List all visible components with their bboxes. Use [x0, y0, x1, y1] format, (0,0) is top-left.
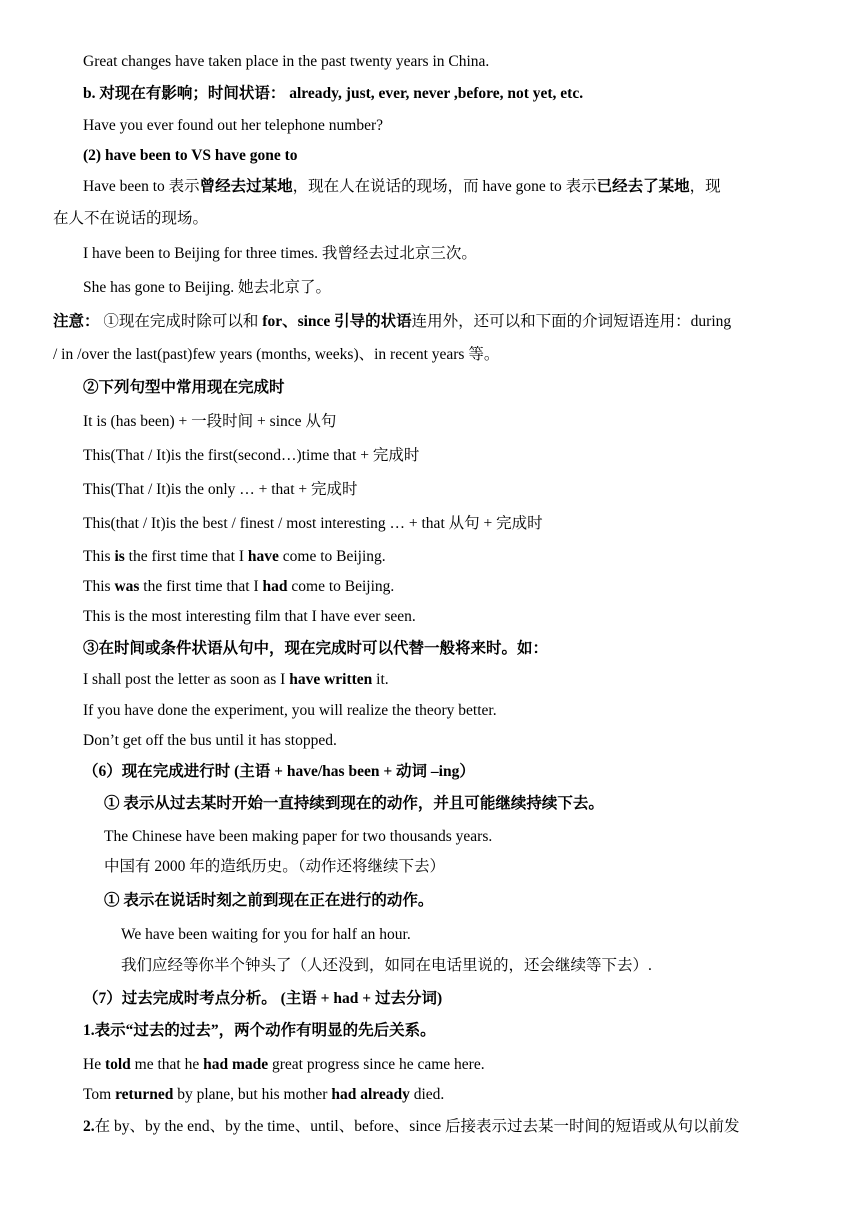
- bold-text-run: was: [114, 578, 140, 595]
- text-line: [104, 857, 445, 877]
- text-run: ，现在人在说话的现场，而 have gone to 表示: [292, 178, 597, 195]
- text-run: the first time that I: [124, 548, 248, 565]
- text-run: ①现在完成时除可以和: [99, 313, 263, 330]
- text-line: [83, 577, 394, 597]
- text-line: [83, 607, 416, 627]
- text-run: died.: [409, 1086, 445, 1103]
- bold-text-run: had: [262, 578, 288, 595]
- text-run: Great changes have taken place in the past twenty years in China.: [83, 53, 490, 70]
- text-run: Don’t get off the bus until it has stopped.: [83, 732, 337, 749]
- text-line: [53, 345, 499, 365]
- text-line: [83, 989, 442, 1009]
- text-run: Have been to 表示: [83, 178, 200, 195]
- bold-text-run: have written: [289, 671, 373, 688]
- text-run: This(that / It)is the best / finest / most interesting … + that 从句 + 完成时: [83, 515, 543, 532]
- text-run: This(That / It)is the only … + that + 完成时: [83, 481, 358, 498]
- bold-text-run: (2) have been to VS have gone to: [83, 147, 298, 164]
- bold-text-run: had made: [203, 1056, 269, 1073]
- text-line: [83, 547, 386, 567]
- bold-text-run: told: [104, 1056, 131, 1073]
- text-line: [83, 412, 336, 432]
- text-line: [83, 146, 298, 166]
- text-run: If you have done the experiment, you will realize the theory better.: [83, 702, 497, 719]
- text-run: Have you ever found out her telephone number?: [83, 117, 383, 134]
- text-run: It is (has been) + 一段时间 + since 从句: [83, 413, 337, 430]
- text-line: [83, 378, 285, 398]
- text-line: [121, 925, 411, 945]
- text-line: [53, 312, 731, 332]
- text-line: [83, 762, 475, 782]
- text-run: This: [83, 578, 115, 595]
- text-line: [83, 639, 548, 659]
- bold-text-run: （6）现在完成进行时 (主语 + have/has been + 动词 –ing）: [83, 763, 475, 780]
- bold-text-run: 1.表示“过去的过去”，两个动作有明显的先后关系。: [83, 1022, 436, 1039]
- text-line: [83, 731, 337, 751]
- text-line: [83, 480, 358, 500]
- text-line: [83, 1055, 485, 1075]
- text-line: [83, 446, 419, 466]
- text-run: ，现: [689, 178, 721, 195]
- text-run: the first time that I: [139, 578, 263, 595]
- text-run: This: [83, 548, 115, 565]
- text-line: [83, 1021, 436, 1041]
- text-run: it.: [372, 671, 389, 688]
- text-line: [121, 956, 652, 976]
- bold-text-run: （7）过去完成时考点分析。 (主语 + had + 过去分词): [83, 990, 443, 1007]
- bold-text-run: had already: [331, 1086, 410, 1103]
- text-run: / in /over the last(past)few years (months, weeks)、in recent years 等。: [53, 346, 500, 363]
- text-line: [83, 84, 583, 104]
- text-run: The Chinese have been making paper for two thousands years.: [104, 828, 493, 845]
- text-line: [104, 891, 433, 911]
- text-run: 我们应经等你半个钟头了（人还没到，如同在电话里说的，还会继续等下去）.: [121, 957, 652, 974]
- text-run: He: [83, 1056, 105, 1073]
- text-line: [83, 244, 477, 264]
- text-line: [83, 1085, 444, 1105]
- text-run: me that he: [130, 1056, 204, 1073]
- text-line: [83, 177, 721, 197]
- text-run: great progress since he came here.: [268, 1056, 485, 1073]
- text-line: [83, 278, 331, 298]
- text-run: by plane, but his mother: [173, 1086, 332, 1103]
- text-line: [83, 701, 497, 721]
- bold-text-run: 已经去了某地: [596, 178, 690, 195]
- text-run: I shall post the letter as soon as I: [83, 671, 290, 688]
- bold-text-run: b. 对现在有影响；时间状语： already, just, ever, never ,before, not yet, etc.: [83, 85, 584, 102]
- text-run: We have been waiting for you for half an hour.: [121, 926, 411, 943]
- text-run: This is the most interesting film that I have ever seen.: [83, 608, 416, 625]
- bold-text-run: 2.: [83, 1118, 95, 1135]
- text-run: come to Beijing.: [278, 548, 386, 565]
- text-run: 在 by、by the end、by the time、until、before、since 后接表示过去某一时间的短语或从句以前发: [94, 1118, 740, 1135]
- text-line: [83, 670, 389, 690]
- text-line: [83, 116, 383, 136]
- text-run: This(That / It)is the first(second…)time that + 完成时: [83, 447, 420, 464]
- text-line: [83, 52, 489, 72]
- bold-text-run: returned: [115, 1086, 174, 1103]
- text-run: Tom: [83, 1086, 116, 1103]
- text-run: 在人不在说话的现场。: [53, 210, 209, 227]
- text-line: [104, 794, 604, 814]
- text-run: I have been to Beijing for three times. 我曾经去过北京三次。: [83, 245, 477, 262]
- bold-text-run: 注意：: [53, 313, 100, 330]
- text-line: [83, 514, 543, 534]
- bold-text-run: ① 表示在说话时刻之前到现在正在进行的动作。: [104, 892, 434, 909]
- bold-text-run: ③在时间或条件状语从句中，现在完成时可以代替一般将来时。如：: [83, 640, 549, 657]
- text-run: 连用外，还可以和下面的介词短语连用：during: [411, 313, 732, 330]
- bold-text-run: for、since 引导的状语: [262, 313, 412, 330]
- bold-text-run: have: [247, 548, 279, 565]
- text-line: [83, 1117, 740, 1137]
- text-line: [104, 827, 492, 847]
- bold-text-run: ① 表示从过去某时开始一直持续到现在的动作，并且可能继续持续下去。: [104, 795, 604, 812]
- bold-text-run: ②下列句型中常用现在完成时: [83, 379, 285, 396]
- text-run: come to Beijing.: [287, 578, 395, 595]
- text-line: [53, 209, 208, 229]
- bold-text-run: 曾经去过某地: [199, 178, 293, 195]
- bold-text-run: is: [114, 548, 125, 565]
- text-run: She has gone to Beijing. 她去北京了。: [83, 279, 331, 296]
- text-run: 中国有 2000 年的造纸历史。（动作还将继续下去）: [104, 858, 446, 875]
